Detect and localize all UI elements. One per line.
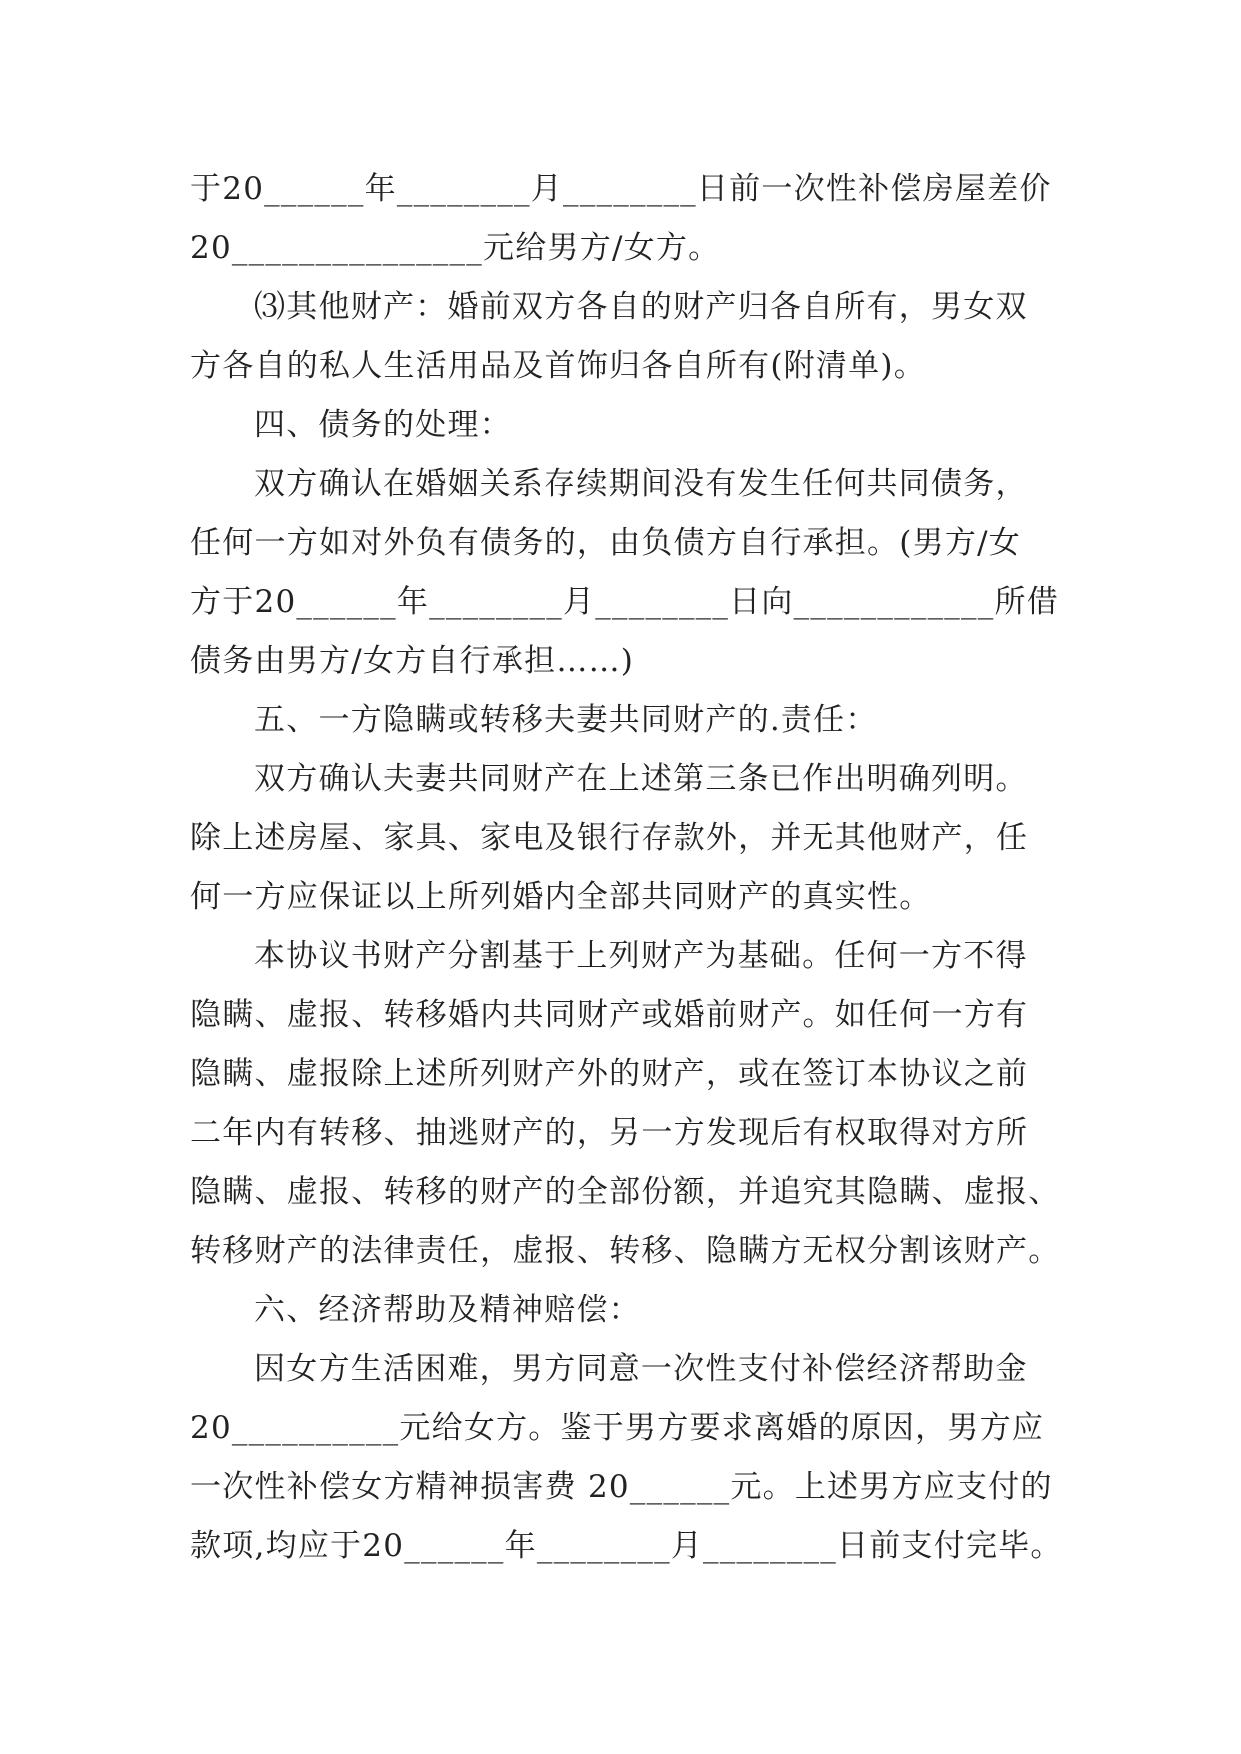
text-line: 隐瞒、虚报、转移婚内共同财产或婚前财产。如任何一方有 <box>190 997 1029 1033</box>
agreement-text <box>190 160 1070 1576</box>
text-line: 方各自的私人生活用品及首饰归各自所有(附清单)。 <box>190 348 926 384</box>
text-line: 款项,均应于20______年________月________日前支付完毕。 <box>190 1528 1063 1564</box>
text-line: 双方确认在婚姻关系存续期间没有发生任何共同债务， <box>254 466 1028 502</box>
other-property-clause: ⑶其他财产：婚前双方各自的财产归各自所有，男女双 <box>254 289 1028 325</box>
text-line: 转移财产的法律责任，虚报、转移、隐瞒方无权分割该财产。 <box>190 1233 1061 1269</box>
section-heading-concealment: 五、一方隐瞒或转移夫妻共同财产的.责任： <box>254 702 878 738</box>
text-line: 方于20______年________月________日向____________所借 <box>190 584 1060 620</box>
text-line: 何一方应保证以上所列婚内全部共同财产的真实性。 <box>190 879 932 915</box>
text-line: 隐瞒、虚报除上述所列财产外的财产，或在签订本协议之前 <box>190 1056 1029 1092</box>
text-line: 一次性补偿女方精神损害费 20______元。上述男方应支付的 <box>190 1469 1053 1505</box>
text-line: 20__________元给女方。鉴于男方要求离婚的原因，男方应 <box>190 1410 1045 1446</box>
text-line: 二年内有转移、抽逃财产的，另一方发现后有权取得对方所 <box>190 1115 1029 1151</box>
section-heading-debts: 四、债务的处理： <box>254 407 512 443</box>
text-line: 双方确认夫妻共同财产在上述第三条已作出明确列明。 <box>254 761 1028 797</box>
text-line: 本协议书财产分割基于上列财产为基础。任何一方不得 <box>254 938 1028 974</box>
text-line: 任何一方如对外负有债务的，由负债方自行承担。(男方/女 <box>190 525 1022 561</box>
text-line: 债务由男方/女方自行承担……) <box>190 643 635 679</box>
text-line: 于20______年________月________日前一次性补偿房屋差价 <box>190 171 1052 207</box>
text-line: 除上述房屋、家具、家电及银行存款外，并无其他财产，任 <box>190 820 1029 856</box>
section-heading-compensation: 六、经济帮助及精神赔偿： <box>254 1292 641 1328</box>
text-line: 因女方生活困难，男方同意一次性支付补偿经济帮助金 <box>254 1351 1028 1387</box>
text-line: 隐瞒、虚报、转移的财产的全部份额，并追究其隐瞒、虚报、 <box>190 1174 1061 1210</box>
text-line: 20_______________元给男方/女方。 <box>190 230 721 266</box>
